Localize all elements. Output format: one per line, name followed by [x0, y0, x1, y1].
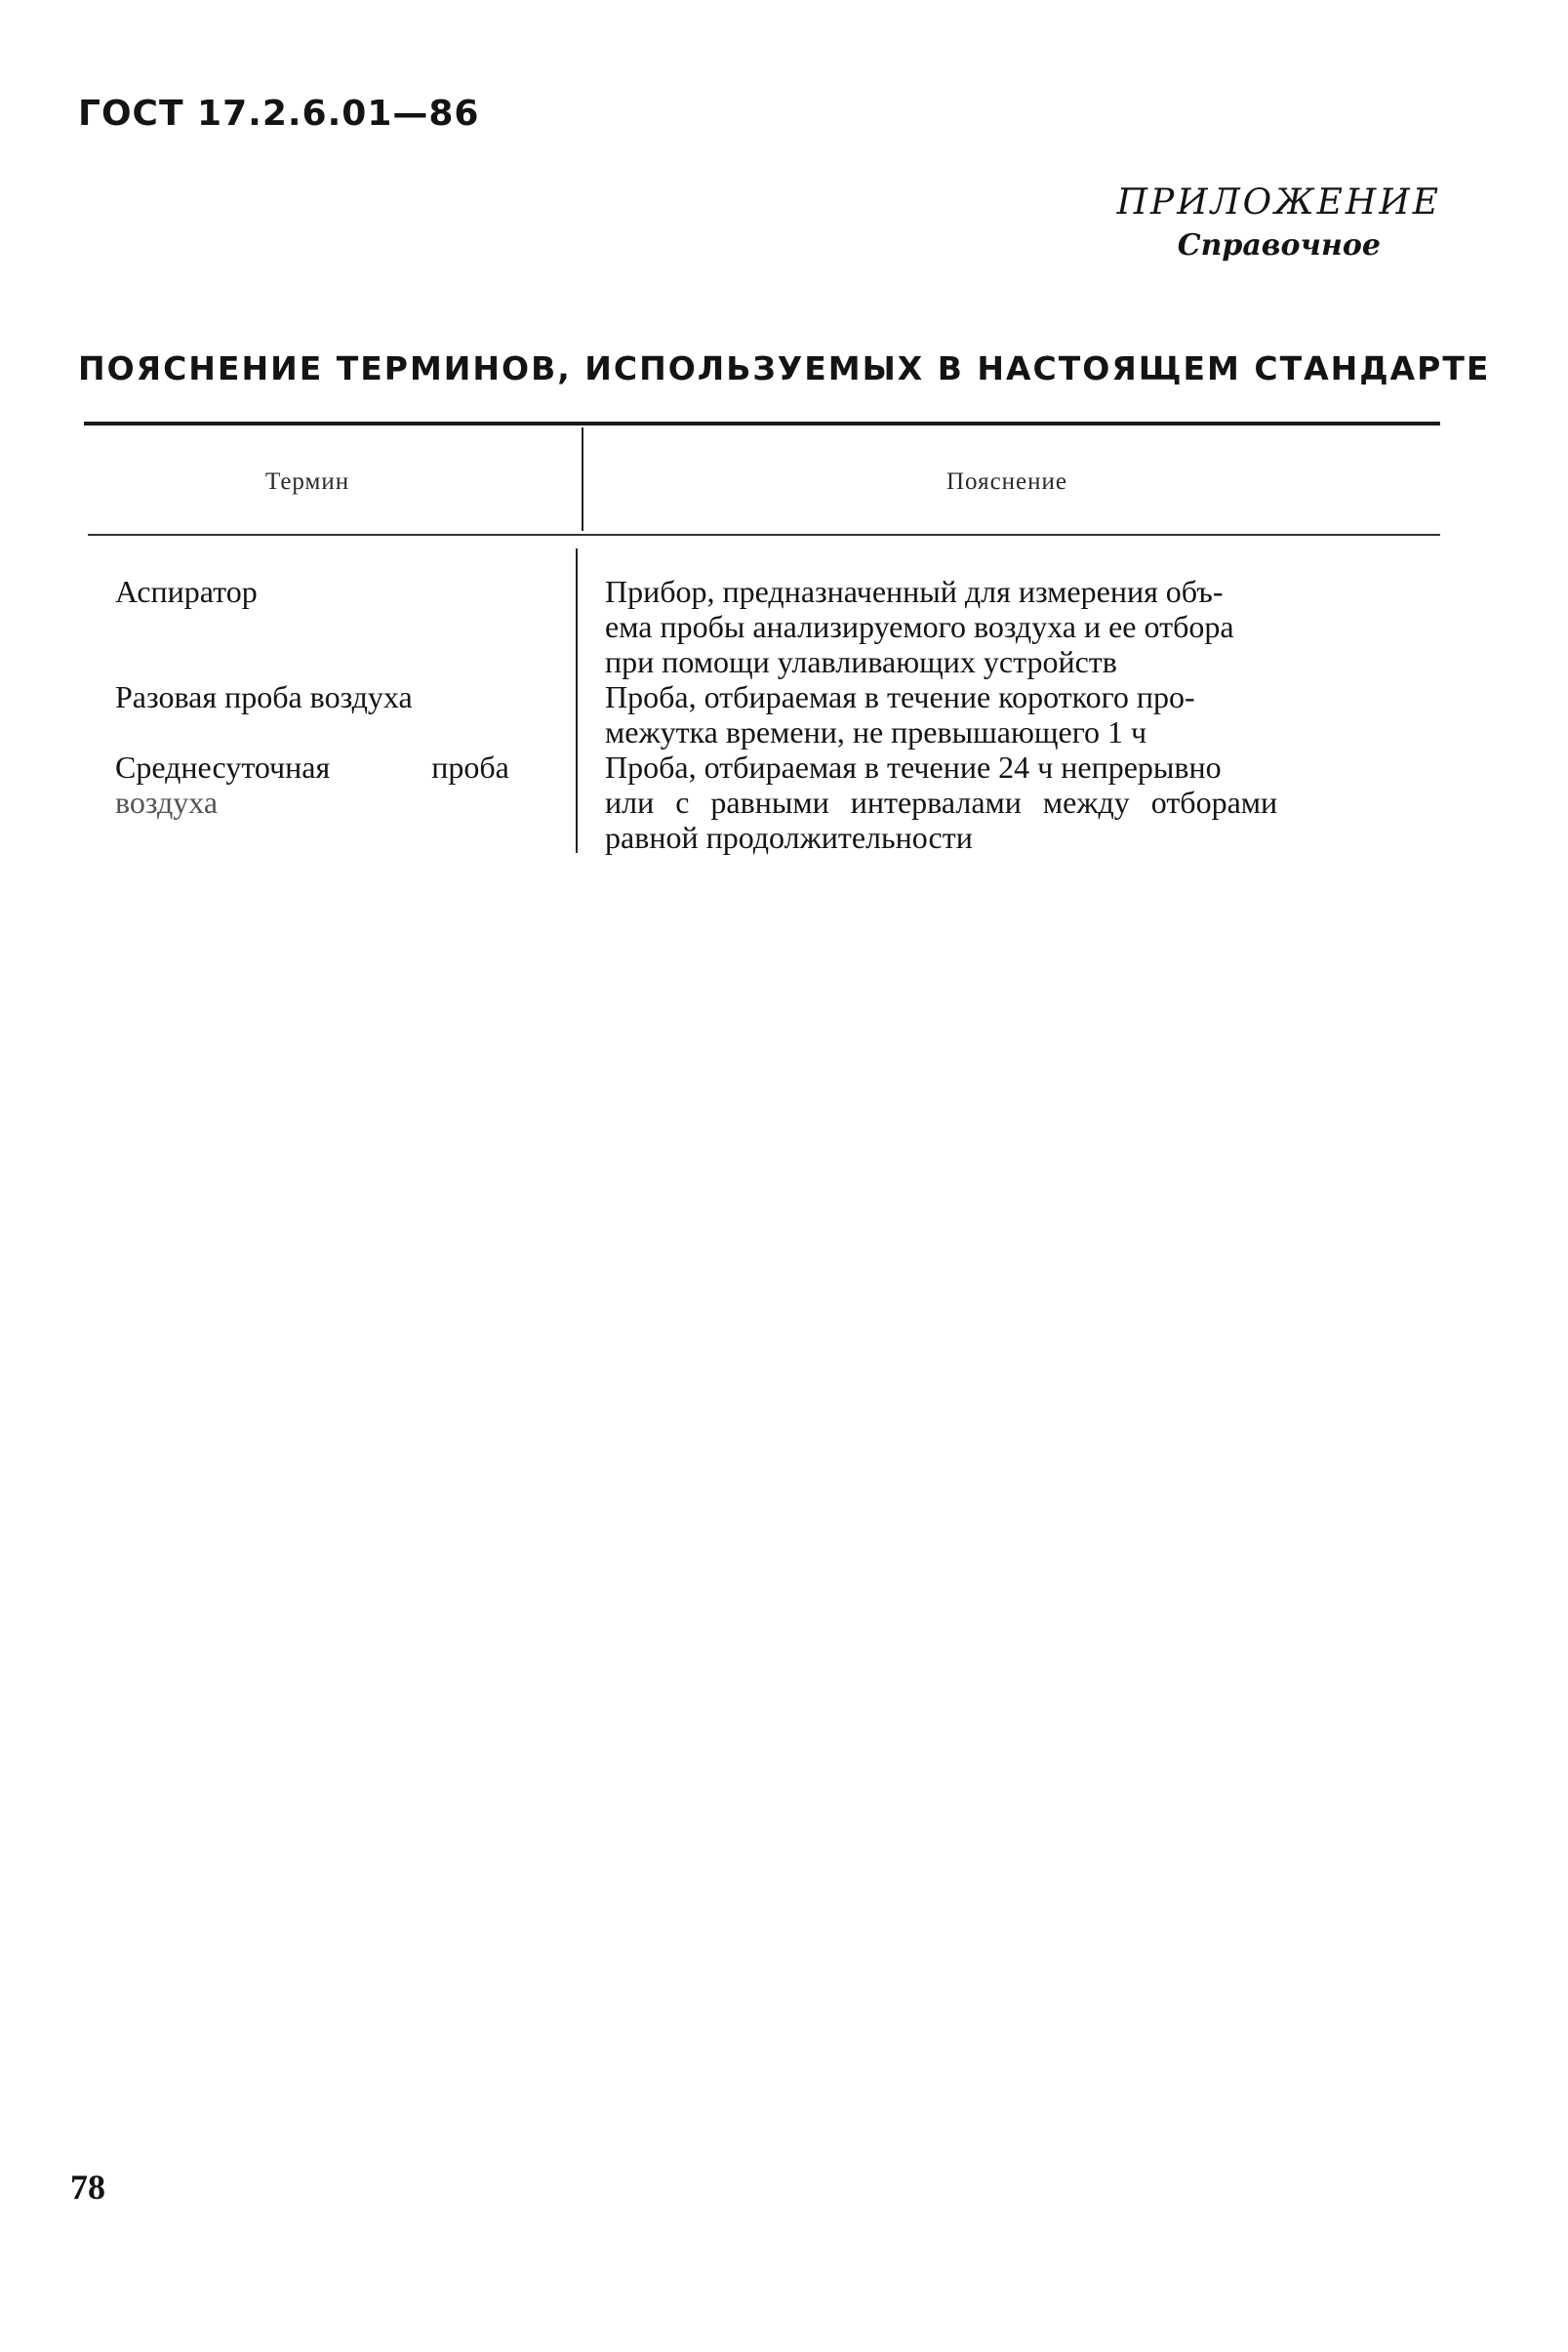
page-number: 78 — [70, 2168, 105, 2207]
term-text: Аспиратор — [115, 574, 258, 609]
table-top-rule — [84, 422, 1440, 426]
explanation-line: Проба, отбираемая в течение короткого про- — [605, 679, 1195, 714]
explanation-line: при помощи улавливающих устройств — [605, 644, 1117, 679]
term-cell — [115, 750, 554, 820]
appendix-title: ПРИЛОЖЕНИЕ — [1116, 182, 1441, 223]
term-text: Разовая проба воздуха — [115, 679, 413, 714]
explanation-line: Прибор, предназначенный для измерения объ- — [605, 574, 1224, 609]
explanation-cell — [605, 750, 1444, 855]
term-text: воздуха — [115, 785, 219, 820]
appendix-subtitle: Справочное — [1177, 228, 1381, 263]
table-header-rule — [88, 534, 1440, 536]
appendix-label — [1117, 182, 1441, 267]
explanation-line: Проба, отбираемая в течение 24 ч непрерывно — [605, 750, 1222, 785]
body-column-divider — [576, 548, 578, 853]
explanation-line: равной продолжительности — [605, 820, 973, 855]
explanation-line: межутка времени, не превышающего 1 ч — [605, 714, 1147, 750]
page-title: ПОЯСНЕНИЕ ТЕРМИНОВ, ИСПОЛЬЗУЕМЫХ В НАСТОЯЩЕМ СТАНДАРТЕ — [78, 349, 1491, 387]
explanation-cell — [605, 679, 1444, 750]
term-text: Среднесуточная проба — [115, 750, 509, 785]
column-header-term: Термин — [265, 468, 350, 495]
term-cell — [115, 679, 554, 714]
document-code: ГОСТ 17.2.6.01—86 — [78, 94, 480, 134]
term-cell — [115, 574, 554, 609]
explanation-cell — [605, 574, 1444, 679]
explanation-line: ема пробы анализируемого воздуха и ее отбора — [605, 609, 1234, 644]
explanation-line: или с равными интервалами между отборами — [605, 785, 1278, 820]
header-column-divider — [582, 427, 583, 531]
column-header-explanation: Пояснение — [946, 468, 1068, 495]
